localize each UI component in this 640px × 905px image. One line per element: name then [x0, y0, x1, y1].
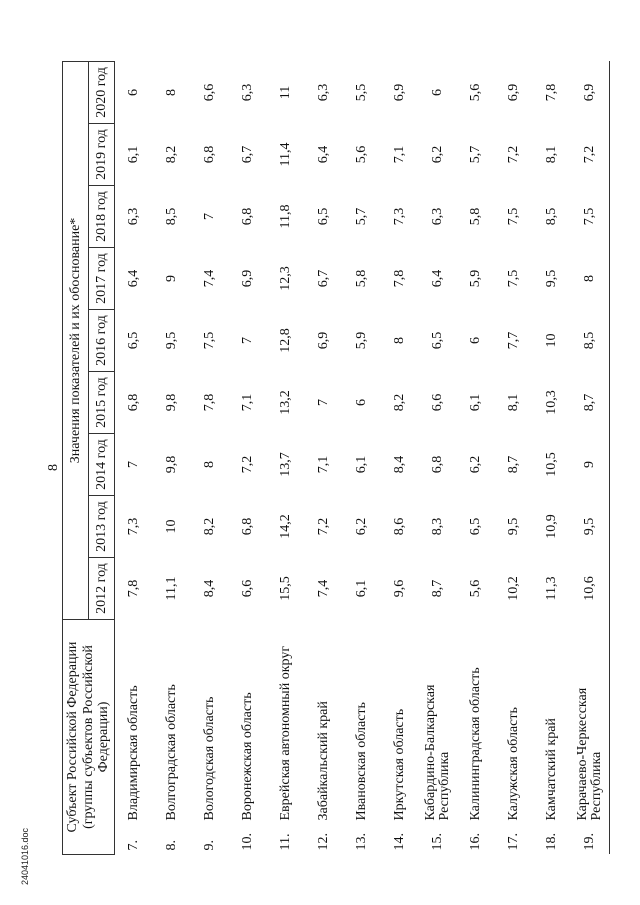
region-name: Калининградская область	[468, 667, 484, 821]
region-name: Волгоградская область	[164, 684, 180, 821]
year-column-header: 2020 год	[89, 61, 115, 123]
row-number: 14.	[392, 833, 408, 851]
table-row	[533, 61, 571, 854]
indicator-value: 8,6	[392, 517, 408, 536]
region-name: Камчатский край	[544, 718, 560, 821]
table-row	[457, 61, 495, 854]
indicator-value: 6,6	[202, 83, 218, 102]
indicator-value: 6,2	[354, 517, 370, 536]
indicator-value: 8	[202, 461, 218, 468]
indicator-value: 8,7	[571, 372, 610, 434]
indicator-value: 6	[468, 337, 484, 344]
indicator-value: 6,4	[126, 269, 142, 288]
indicator-value: 6,1	[354, 579, 370, 598]
indicator-value: 9,5	[506, 517, 522, 536]
year-column-header: 2014 год	[89, 434, 115, 496]
indicator-value: 8,5	[571, 310, 610, 372]
row-number: 18.	[544, 833, 560, 851]
region-name: Кабардино-Балкарская Республика	[423, 684, 453, 821]
indicator-value: 7,1	[392, 145, 408, 164]
values-group-header: Значения показателей и их обоснование*	[63, 61, 89, 619]
indicator-value: 7	[316, 399, 332, 406]
indicator-value: 8	[392, 337, 408, 344]
document-footer: 24041016.doc	[20, 827, 30, 885]
indicator-value: 7,1	[316, 455, 332, 474]
indicator-value: 5,6	[354, 145, 370, 164]
row-number: 16.	[468, 833, 484, 851]
indicator-value: 11,8	[278, 204, 294, 229]
indicator-value: 7	[126, 461, 142, 468]
table-row	[191, 61, 229, 854]
indicator-value: 7,4	[202, 269, 218, 288]
region-name: Владимирская область	[126, 685, 142, 821]
indicator-value: 6,3	[240, 83, 256, 102]
indicator-value: 7,2	[240, 455, 256, 474]
indicator-value: 8,1	[544, 145, 560, 164]
indicator-value: 14,2	[278, 514, 294, 539]
indicator-value: 6,3	[430, 207, 446, 226]
region-name: Ивановская область	[354, 702, 370, 821]
indicator-value: 6,9	[316, 331, 332, 350]
indicator-value: 12,3	[278, 266, 294, 291]
indicator-value: 6,5	[126, 331, 142, 350]
indicator-value: 10,9	[544, 514, 560, 539]
indicator-value: 9,5	[544, 269, 560, 288]
header-row-group	[63, 61, 89, 854]
indicator-value: 7,5	[506, 269, 522, 288]
indicator-value: 8,5	[164, 207, 180, 226]
indicator-value: 9,6	[392, 579, 408, 598]
region-name: Забайкальский край	[316, 701, 332, 821]
year-column-header: 2017 год	[89, 248, 115, 310]
indicator-value: 8,7	[506, 455, 522, 474]
indicator-value: 8,7	[430, 579, 446, 598]
row-number: 19.	[571, 825, 610, 855]
indicator-value: 12,8	[278, 328, 294, 353]
row-number: 9.	[202, 840, 218, 851]
indicator-value: 6	[354, 399, 370, 406]
table-row	[495, 61, 533, 854]
indicator-value: 6,7	[240, 145, 256, 164]
region-name: Иркутская область	[392, 708, 408, 821]
indicator-value: 6,5	[316, 207, 332, 226]
indicator-value: 10	[164, 519, 180, 534]
indicator-value: 8	[571, 248, 610, 310]
table-row	[305, 61, 343, 854]
indicator-value: 6	[126, 88, 142, 96]
row-number: 8.	[164, 840, 180, 851]
indicator-value: 11,1	[164, 576, 180, 601]
indicator-value: 6,5	[468, 517, 484, 536]
row-number: 13.	[354, 833, 370, 851]
indicator-value: 5,8	[354, 269, 370, 288]
indicator-value: 10,6	[571, 558, 610, 620]
indicator-value: 6,7	[316, 269, 332, 288]
indicator-value: 7,2	[571, 124, 610, 186]
indicators-table	[62, 61, 610, 855]
indicator-value: 5,6	[468, 579, 484, 598]
row-number: 11.	[278, 833, 294, 851]
year-column-header: 2019 год	[89, 124, 115, 186]
indicator-value: 8,2	[164, 145, 180, 164]
indicator-value: 5,9	[468, 269, 484, 288]
indicator-value: 8,3	[430, 517, 446, 536]
indicator-value: 6,2	[430, 145, 446, 164]
year-column-header: 2016 год	[89, 310, 115, 372]
indicator-value: 8,2	[392, 393, 408, 412]
indicator-value: 8,2	[202, 517, 218, 536]
indicator-value: 5,5	[354, 83, 370, 102]
indicator-value: 6,3	[126, 207, 142, 226]
table-row	[267, 61, 305, 854]
table-row	[571, 61, 610, 854]
indicator-value: 10,5	[544, 452, 560, 477]
row-number: 10.	[240, 833, 256, 851]
indicator-value: 8,1	[506, 393, 522, 412]
indicator-value: 8,4	[202, 579, 218, 598]
indicator-value: 11,3	[544, 576, 560, 601]
indicator-value: 9,8	[164, 455, 180, 474]
indicator-value: 9,8	[164, 393, 180, 412]
subject-column-header: Субъект Российской Федерации (группы субъектов Российской Федерации)	[63, 620, 115, 855]
indicator-value: 7	[240, 337, 256, 344]
indicator-value: 9	[571, 434, 610, 496]
indicator-value: 5,8	[468, 207, 484, 226]
indicator-value: 8,5	[544, 207, 560, 226]
indicator-value: 10,2	[506, 576, 522, 601]
indicator-value: 6,6	[430, 393, 446, 412]
indicator-value: 6	[430, 88, 446, 96]
indicator-value: 7,5	[506, 207, 522, 226]
indicator-value: 7,5	[571, 186, 610, 248]
table-row	[419, 61, 457, 854]
row-number: 12.	[316, 833, 332, 851]
indicator-value: 6,8	[126, 393, 142, 412]
indicator-value: 7,8	[126, 579, 142, 598]
indicator-value: 6,8	[240, 207, 256, 226]
table-row	[229, 61, 267, 854]
indicator-value: 7,8	[392, 269, 408, 288]
year-column-header: 2013 год	[89, 496, 115, 558]
indicator-value: 7,8	[544, 83, 560, 102]
indicator-value: 7,7	[506, 331, 522, 350]
indicator-value: 11,4	[278, 142, 294, 167]
indicator-value: 11	[278, 85, 294, 100]
indicator-value: 7,8	[202, 393, 218, 412]
indicator-value: 6,1	[468, 393, 484, 412]
indicator-value: 8	[164, 88, 180, 96]
table-row	[381, 61, 419, 854]
indicator-value: 10	[544, 333, 560, 348]
indicator-value: 6,1	[126, 145, 142, 164]
table-row	[115, 61, 154, 854]
indicator-value: 6,4	[316, 145, 332, 164]
indicator-value: 10,3	[544, 390, 560, 415]
indicator-value: 6,3	[316, 83, 332, 102]
indicator-value: 13,2	[278, 390, 294, 415]
indicator-value: 15,5	[278, 576, 294, 601]
row-number: 15.	[430, 833, 446, 851]
indicator-value: 6,9	[571, 61, 610, 123]
indicator-value: 9	[164, 275, 180, 282]
indicator-value: 6,4	[430, 269, 446, 288]
indicator-value: 7	[202, 213, 218, 220]
indicator-value: 6,8	[430, 455, 446, 474]
table-row	[343, 61, 381, 854]
indicator-value: 7,5	[202, 331, 218, 350]
table-body	[115, 61, 610, 854]
indicator-value: 8,4	[392, 455, 408, 474]
year-column-header: 2018 год	[89, 186, 115, 248]
indicator-value: 5,9	[354, 331, 370, 350]
year-column-header: 2012 год	[89, 558, 115, 620]
region-name: Воронежская область	[240, 692, 256, 821]
region-name: Еврейская автономный округ	[278, 645, 294, 821]
region-name: Вологодская область	[202, 696, 218, 821]
indicator-value: 6,9	[506, 83, 522, 102]
table-row	[153, 61, 191, 854]
row-number: 17.	[506, 833, 522, 851]
indicator-value: 6,9	[392, 83, 408, 102]
indicator-value: 7,3	[126, 517, 142, 536]
indicator-value: 9,5	[571, 496, 610, 558]
indicator-value: 6,6	[240, 579, 256, 598]
row-number: 7.	[126, 840, 142, 851]
indicator-value: 7,2	[316, 517, 332, 536]
indicator-value: 7,3	[392, 207, 408, 226]
indicator-value: 5,6	[468, 83, 484, 102]
indicator-value: 6,9	[240, 269, 256, 288]
region-name: Калужская область	[506, 707, 522, 821]
indicator-value: 6,8	[240, 517, 256, 536]
indicator-value: 5,7	[354, 207, 370, 226]
indicator-value: 6,2	[468, 455, 484, 474]
indicator-value: 6,1	[354, 455, 370, 474]
indicator-value: 7,4	[316, 579, 332, 598]
year-column-header: 2015 год	[89, 372, 115, 434]
indicator-value: 7,2	[506, 145, 522, 164]
region-name: Карачаево-Черкесская Республика	[571, 620, 610, 825]
indicator-value: 5,7	[468, 145, 484, 164]
page-number: 8	[46, 464, 61, 471]
indicator-value: 7,1	[240, 393, 256, 412]
indicator-value: 6,8	[202, 145, 218, 164]
indicator-value: 13,7	[278, 452, 294, 477]
indicator-value: 9,5	[164, 331, 180, 350]
indicator-value: 6,5	[430, 331, 446, 350]
